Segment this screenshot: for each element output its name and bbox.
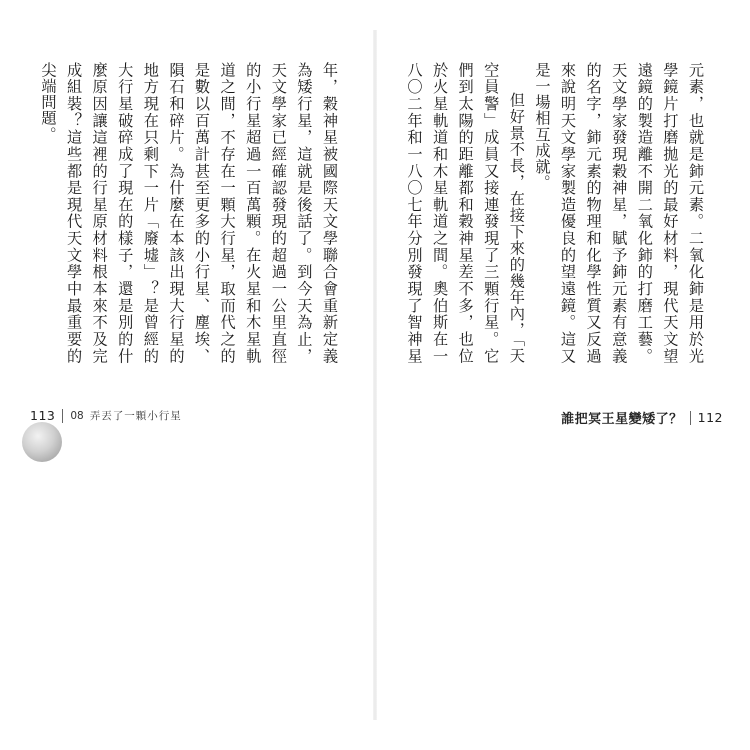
- left-page-body: [32, 62, 342, 364]
- right-page-footer: [561, 408, 723, 427]
- left-page-number: 113: [30, 408, 56, 423]
- left-paragraph-1: 年，穀神星被國際天文學聯合會重新定義為矮行星，這就是後話了。到今天為止，天文學家已經確認發現的超過一公里直徑的小行星超過一百萬顆。在火星和木星軌道之間，不存在一顆大行星，取而代之的是數以百萬計甚至更多的小行星、塵埃、隕石和碎片。為什麼在本該出現大行星的地方現在只剩下一片「廢墟」？是曾經的大行星破碎成了現在的樣子，還是別的什麼原因讓這裡的行星原材料根本來不及完成組裝？這些都是現代天文學中最重要的尖端問題。: [39, 62, 339, 364]
- footer-divider: [690, 411, 691, 425]
- chapter-number: 08: [70, 409, 84, 422]
- chapter-title: 弄丟了一顆小行星: [89, 410, 182, 422]
- planet-emblem-icon: [22, 422, 62, 462]
- right-page-number: 112: [697, 410, 723, 425]
- left-paragraph-2: [32, 62, 35, 364]
- right-paragraph-1: 元素，也就是鈰元素。二氧化鈰是用於光學鏡片打磨拋光的最好材料，現代天文望遠鏡的製造離不開二氧化鈰的打磨工藝。天文學家發現穀神星，賦予鈰元素有意義的名字，鈰元素的物理和化學性質又反過來說明天文學家製造優良的望遠鏡。這又是一場相互成就。: [533, 62, 705, 364]
- right-page-body: [398, 62, 708, 364]
- left-page-footer: [30, 408, 182, 423]
- right-paragraph-2: 但好景不長，在接下來的幾年內，「天空員警」成員又接連發現了三顆行星。它們到太陽的距離都和穀神星差不多，也位於火星軌道和木星軌道之間。奧伯斯在一八〇二年和一八〇七年分別發現了智神星: [405, 62, 526, 364]
- footer-divider: [62, 409, 63, 423]
- book-title: 誰把冥王星變矮了？: [561, 412, 683, 427]
